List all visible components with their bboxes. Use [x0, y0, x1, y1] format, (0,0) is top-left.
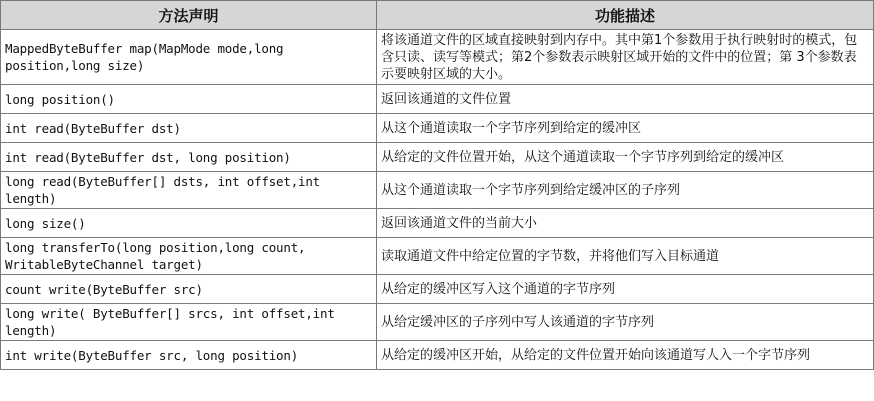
method-signature: long size()	[1, 209, 377, 238]
table-row	[1, 341, 874, 370]
method-description: 从这个通道读取一个字节序列到给定缓冲区的子序列	[377, 172, 874, 209]
table-row	[1, 30, 874, 85]
table-row	[1, 114, 874, 143]
table-header-row	[1, 1, 874, 30]
method-signature: long transferTo(long position,long count, WritableByteChannel target)	[1, 238, 377, 275]
method-description: 读取通道文件中给定位置的字节数，并将他们写入目标通道	[377, 238, 874, 275]
method-description: 返回该通道的文件位置	[377, 85, 874, 114]
method-description: 从给定的文件位置开始，从这个通道读取一个字节序列到给定的缓冲区	[377, 143, 874, 172]
description-column-header: 功能描述	[377, 1, 874, 30]
table-row	[1, 143, 874, 172]
method-signature: count write(ByteBuffer src)	[1, 275, 377, 304]
method-description: 将该通道文件的区域直接映射到内存中。其中第1个参数用于执行映射时的模式，包含只读、读写等模式；第2个参数表示映射区域开始的文件中的位置；第 3个参数表示要映射区域的大小。	[377, 30, 874, 85]
method-signature: long read(ByteBuffer[] dsts, int offset,int length)	[1, 172, 377, 209]
method-description: 从这个通道读取一个字节序列到给定的缓冲区	[377, 114, 874, 143]
method-description: 返回该通道文件的当前大小	[377, 209, 874, 238]
method-signature: int read(ByteBuffer dst)	[1, 114, 377, 143]
table-row	[1, 172, 874, 209]
method-signature: MappedByteBuffer map(MapMode mode,long position,long size)	[1, 30, 377, 85]
method-description: 从给定缓冲区的子序列中写人该通道的字节序列	[377, 304, 874, 341]
method-signature: int write(ByteBuffer src, long position)	[1, 341, 377, 370]
table-row	[1, 85, 874, 114]
method-signature: long write( ByteBuffer[] srcs, int offset,int length)	[1, 304, 377, 341]
table-row	[1, 275, 874, 304]
table-row	[1, 238, 874, 275]
method-signature: long position()	[1, 85, 377, 114]
method-description: 从给定的缓冲区写入这个通道的字节序列	[377, 275, 874, 304]
table-row	[1, 209, 874, 238]
table-row	[1, 304, 874, 341]
method-description: 从给定的缓冲区开始，从给定的文件位置开始向该通道写人入一个字节序列	[377, 341, 874, 370]
method-signature: int read(ByteBuffer dst, long position)	[1, 143, 377, 172]
method-column-header: 方法声明	[1, 1, 377, 30]
